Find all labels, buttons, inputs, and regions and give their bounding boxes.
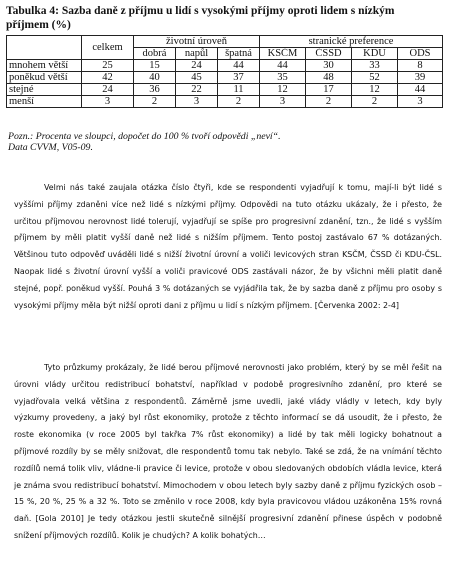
paragraph-text: Tyto průzkumy prokázaly, že lidé berou příjmové nerovnosti jako problém, který by se měl řešit na úrovni vlády určitou redistribucí bohatství, například v podobě progresivního zdanění, pro které se vyjadřovala velká většina z respondentů. Záměrně jsme uvedli, jaké vlády vládly v letech, kdy byly výzkumy provedeny, a jaký byl růst ekonomiky, protože z těchto informací se dá usoudit, že i přesto, že roste ekonomika (v roce 2005 byl takřka 7% růst ekonomiky) a lidé by tak měli logicky bohatnout a příjmové rozdíly by se měly snižovat, dle respondentů tomu tak nebylo. Také se zdá, že na vnímání těchto rozdílů nemá tolik vliv, vládne-li pravice či levice, protože v obou sledovaných obdobích vládla levice, která je známa svou redistribucí bohatství. Mimochodem v obou letech byly sazby daně z příjmu fyzických osob – 15 %, 20 %, 25 % a 32 %. Toto se změnilo v roce 2008, kdy byla pravicovou vládou uzákoněna 15% rovná daň. [Gola 2010] Je tedy otázkou jestli skutečně silnější progresivní zdanění přinese úspěch v podobně snížení příjmových rozdílů. Kolik je chudých? A kolik bohatých… [14,363,442,540]
table-cell: 37 [218,72,260,84]
table-note [8,131,438,153]
header-kdu: KDU [352,48,398,60]
table-header-row-1 [7,36,443,48]
table-cell: 45 [176,72,218,84]
table-cell: 40 [134,72,176,84]
table-cell: 12 [352,84,398,96]
table-cell: 3 [260,96,306,108]
table-cell: 24 [176,60,218,72]
table-cell: 15 [134,60,176,72]
table-cell: 3 [176,96,218,108]
data-table [6,35,443,108]
table-cell: 52 [352,72,398,84]
body-paragraph-2 [14,360,442,545]
table-caption-line-2: příjmem (%) [6,19,71,31]
table-cell: 2 [134,96,176,108]
table-cell: 12 [260,84,306,96]
table-cell: 24 [82,84,134,96]
table-note-source: Data CVVM, V05-09. [8,142,93,153]
table-corner-cell [7,36,82,60]
table-caption-line-1: Tabulka 4: Sazba daně z příjmu u lidí s vysokými příjmy oproti lidem s nízkým [6,5,395,17]
table-cell: 44 [260,60,306,72]
header-ods: ODS [398,48,443,60]
table-cell: 3 [82,96,134,108]
body-paragraph-1 [14,180,442,314]
table-row [7,72,443,84]
row-label: stejné [7,84,82,96]
header-dobra: dobrá [134,48,176,60]
row-label: menší [7,96,82,108]
row-label: mnohem větší [7,60,82,72]
table-cell: 25 [82,60,134,72]
table-cell: 44 [218,60,260,72]
table-note-line-1: Pozn.: Procenta ve sloupci, dopočet do 100 % tvoří odpovědi „neví“. [8,131,281,142]
table-cell: 2 [352,96,398,108]
table-cell: 2 [306,96,352,108]
header-celkem: celkem [82,36,134,60]
table-cell: 33 [352,60,398,72]
table-row [7,96,443,108]
table-cell: 48 [306,72,352,84]
table-row [7,60,443,72]
table-cell: 8 [398,60,443,72]
header-spatna: špatná [218,48,260,60]
table-row [7,84,443,96]
table-cell: 30 [306,60,352,72]
table-cell: 35 [260,72,306,84]
table-caption [6,4,446,32]
table-cell: 11 [218,84,260,96]
table-cell: 42 [82,72,134,84]
paragraph-text: Velmi nás také zaujala otázka číslo čtyři, kde se respondenti vyjadřují k tomu, mají-li být lidé s vyššími příjmy zdaněni více než lidé s nízkými příjmy. Odpovědi na tuto otázku ukázaly, že i přesto, že určitou příjmovou nerovnost lidé tolerují, vyjadřují se spíše pro progresivní zdanění, tzn., že lidé s vyšším příjmem by měli platit vyšší daně než lidé s nižším příjmem. Tento postoj zastávalo 67 % dotázaných. Většinou tuto odpověď uváděli lidé s nižší životní úrovní a voliči levicových stran KSČM, ČSSD či KDU-ČSL. Naopak lidé s životní úrovní vyšší a voliči pravicové ODS zastávali názor, že by všichni měli platit daně stejné, popř. poněkud vyšší. Pouhá 3 % dotázaných se vyjádřila tak, že by sazba daně z příjmu pro osoby s vysokými příjmy měla být nižší oproti dani z příjmu u lidí s nízkým příjmem. [Červenka 2002: 2-4] [14,183,442,310]
table-cell: 3 [398,96,443,108]
header-stranicke-preference: stranické preference [260,36,443,48]
table-cell: 39 [398,72,443,84]
header-kscm: KSČM [260,48,306,60]
table-cell: 17 [306,84,352,96]
table-cell: 2 [218,96,260,108]
row-label: poněkud větší [7,72,82,84]
table-cell: 36 [134,84,176,96]
table-cell: 44 [398,84,443,96]
header-cssd: ČSSD [306,48,352,60]
header-zivotni-uroven: životní úroveň [134,36,260,48]
table-cell: 22 [176,84,218,96]
header-napul: napůl [176,48,218,60]
